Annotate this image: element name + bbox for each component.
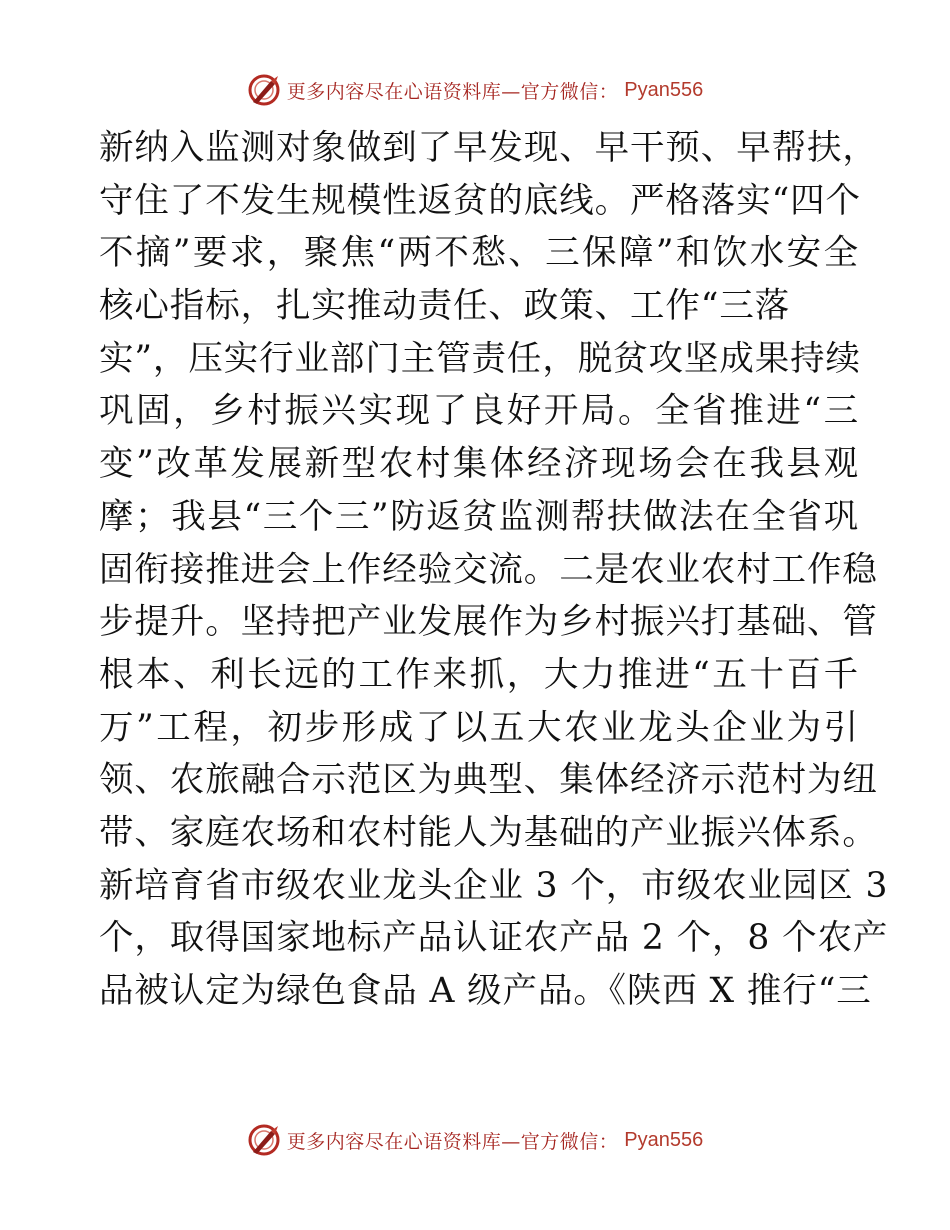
watermark-text: 更多内容尽在心语资料库—官方微信： <box>286 1130 619 1153</box>
body-line: 新培育省市级农业龙头企业 3 个，市级农业园区 3 <box>99 865 889 906</box>
footer-watermark <box>0 1120 950 1160</box>
body-line: 万”工程，初步形成了以五大农业龙头企业为引 <box>99 707 859 748</box>
body-line: 守住了不发生规模性返贫的底线。严格落实“四个 <box>99 180 861 221</box>
quill-logo-icon <box>247 73 281 107</box>
body-line: 带、家庭农场和农村能人为基础的产业振兴体系。 <box>99 812 878 853</box>
body-line: 摩；我县“三个三”防返贫监测帮扶做法在全省巩 <box>99 496 859 537</box>
header-watermark <box>0 70 950 110</box>
body-line: 根本、利长远的工作来抓，大力推进“五十百千 <box>99 654 859 695</box>
body-line: 巩固，乡村振兴实现了良好开局。全省推进“三 <box>99 391 859 432</box>
quill-logo-icon <box>247 1123 281 1157</box>
body-line: 固衔接推进会上作经验交流。二是农业农村工作稳 <box>99 549 878 590</box>
body-line: 品被认定为绿色食品 A 级产品。《陕西 X 推行“三 <box>99 971 872 1011</box>
body-line: 实”，压实行业部门主管责任，脱贫攻坚成果持续 <box>99 338 861 379</box>
watermark-account: Pyan556 <box>624 78 704 101</box>
body-line: 个，取得国家地标产品认证农产品 2 个，8 个农产 <box>99 918 889 959</box>
body-line: 新纳入监测对象做到了早发现、早干预、早帮扶， <box>99 128 878 168</box>
body-line: 不摘”要求，聚焦“两不愁、三保障”和饮水安全 <box>99 233 859 274</box>
body-line: 步提升。坚持把产业发展作为乡村振兴打基础、管 <box>99 602 878 643</box>
watermark-text: 更多内容尽在心语资料库—官方微信： <box>286 80 619 103</box>
body-line: 核心指标，扎实推动责任、政策、工作“三落 <box>99 286 791 327</box>
body-line: 变”改革发展新型农村集体经济现场会在我县观 <box>99 444 859 485</box>
watermark-account: Pyan556 <box>624 1128 704 1151</box>
document-body <box>99 122 889 1018</box>
body-line: 领、农旅融合示范区为典型、集体经济示范村为纽 <box>99 760 878 801</box>
